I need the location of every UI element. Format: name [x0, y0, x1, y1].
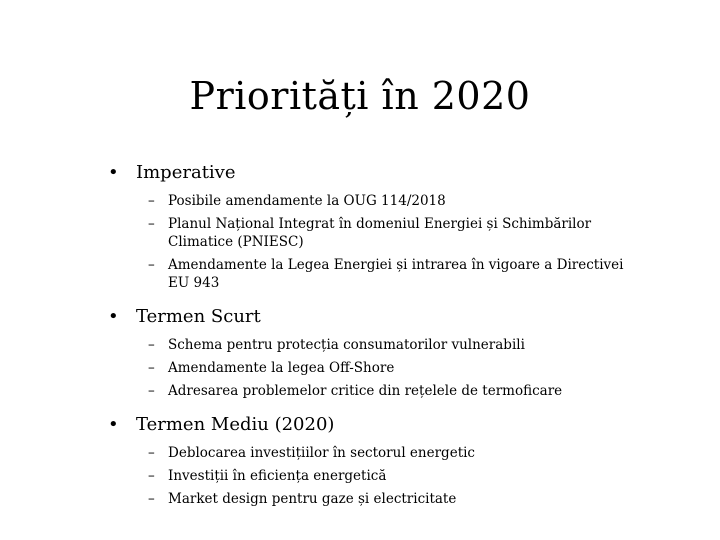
- section-termen-mediu: [108, 412, 668, 508]
- section-imperative: [108, 160, 668, 292]
- list-item-text: Schema pentru protecția consumatorilor vulnerabili: [168, 337, 525, 353]
- list-item: [108, 490, 668, 508]
- dash-icon: –: [148, 445, 155, 461]
- section-heading-text: Termen Scurt: [136, 306, 261, 327]
- list-item: [108, 382, 668, 400]
- section-heading: [108, 160, 668, 186]
- section-heading-text: Imperative: [136, 162, 236, 183]
- list-item: [108, 467, 668, 485]
- list-item-text: Adresarea problemelor critice din rețelele de termoficare: [168, 383, 563, 399]
- list-item: [108, 215, 640, 251]
- bullet-icon: •: [108, 306, 119, 327]
- sub-list: [108, 444, 668, 508]
- list-item-text: Planul Național Integrat în domeniul Energiei și Schimbărilor Climatice (PNIESC): [168, 216, 592, 250]
- sub-list: [108, 192, 640, 292]
- bullet-icon: •: [108, 162, 119, 183]
- dash-icon: –: [148, 216, 155, 232]
- list-item-text: Market design pentru gaze și electricitate: [168, 491, 457, 507]
- dash-icon: –: [148, 193, 155, 209]
- list-item: [108, 192, 640, 210]
- dash-icon: –: [148, 468, 155, 484]
- sub-list: [108, 336, 668, 400]
- list-item: [108, 256, 640, 292]
- section-heading: [108, 304, 668, 330]
- list-item-text: Posibile amendamente la OUG 114/2018: [168, 193, 446, 209]
- slide-content: [108, 160, 668, 520]
- dash-icon: –: [148, 383, 155, 399]
- section-heading-text: Termen Mediu (2020): [136, 414, 335, 435]
- dash-icon: –: [148, 491, 155, 507]
- dash-icon: –: [148, 337, 155, 353]
- list-item-text: Deblocarea investițiilor în sectorul energetic: [168, 445, 475, 461]
- section-heading: [108, 412, 668, 438]
- list-item: [108, 359, 668, 377]
- list-item: [108, 444, 668, 462]
- dash-icon: –: [148, 360, 155, 376]
- list-item-text: Investiții în eficiența energetică: [168, 468, 387, 484]
- section-termen-scurt: [108, 304, 668, 400]
- dash-icon: –: [148, 257, 155, 273]
- slide-title: Priorități în 2020: [189, 74, 531, 118]
- list-item-text: Amendamente la legea Off-Shore: [168, 360, 395, 376]
- list-item: [108, 336, 668, 354]
- list-item-text: Amendamente la Legea Energiei și intrarea în vigoare a Directivei EU 943: [168, 257, 624, 291]
- bullet-icon: •: [108, 414, 119, 435]
